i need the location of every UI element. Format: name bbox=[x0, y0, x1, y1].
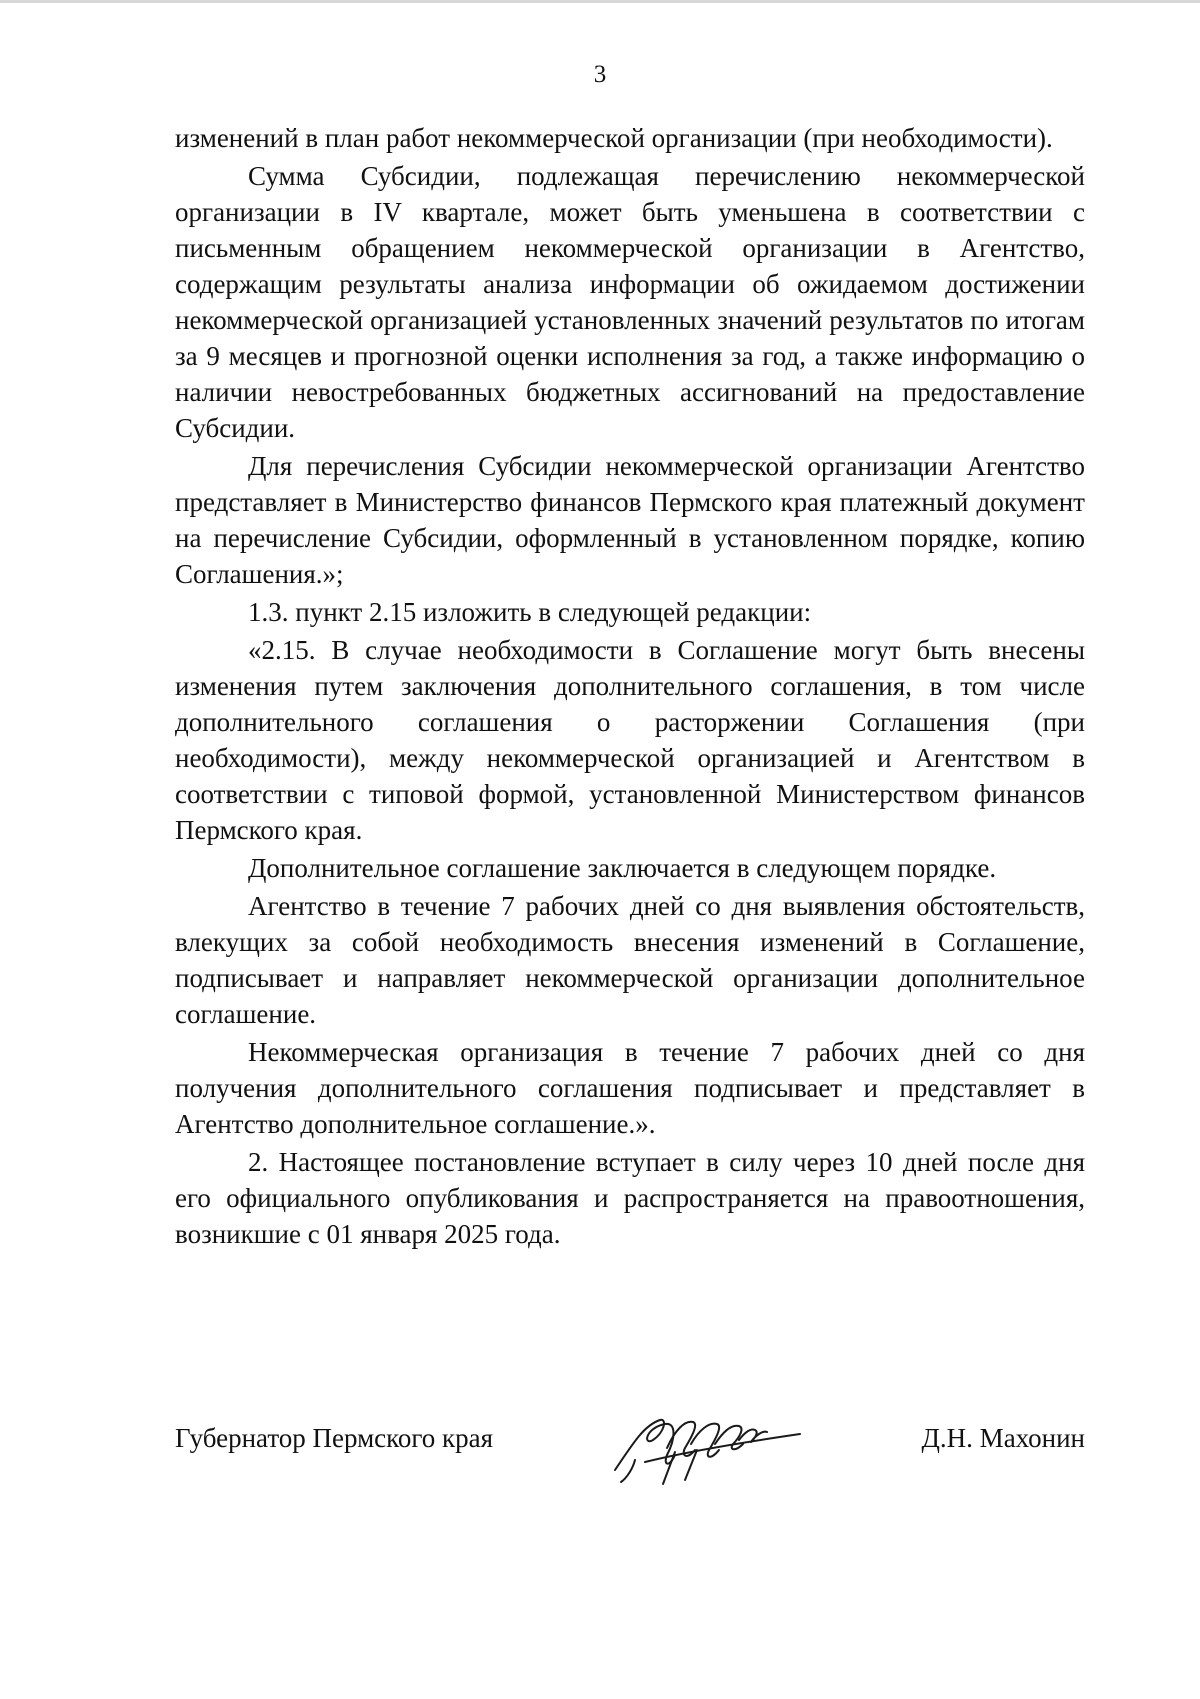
page-top-edge bbox=[0, 0, 1200, 3]
document-body bbox=[175, 120, 1085, 1252]
handwritten-signature bbox=[605, 1400, 805, 1490]
paragraph-subsidy-reduction: Сумма Субсидии, подлежащая перечислению некоммерческой организации в IV квартале, может быть уменьшена в соответствии с письменным обращением некоммерческой организации в Агентство, содержащим результаты анализа информации об ожидаемом достижении некоммерческой организацией установленных значений результатов по итогам за 9 месяцев и прогнозной оценки исполнения за год, а также информацию о наличии невостребованных бюджетных ассигнований на предоставление Субсидии. bbox=[175, 161, 1085, 443]
page-number: 3 bbox=[593, 61, 607, 88]
paragraph-agency-signs: Агентство в течение 7 рабочих дней со дня выявления обстоятельств, влекущих за собой необходимость внесения изменений в Соглашение, подписывает и направляет некоммерческой организации дополнительное соглашение. bbox=[175, 891, 1085, 1029]
paragraph-continuation: изменений в план работ некоммерческой организации (при необходимости). bbox=[175, 123, 1053, 153]
paragraph-clause-1-3: 1.3. пункт 2.15 изложить в следующей редакции: bbox=[248, 597, 812, 627]
paragraph-effective-date: 2. Настоящее постановление вступает в силу через 10 дней после дня его официального опубликования и распространяется на правоотношения, возникшие с 01 января 2025 года. bbox=[175, 1147, 1085, 1249]
paragraph-additional-agreement-order: Дополнительное соглашение заключается в следующем порядке. bbox=[248, 853, 997, 883]
paragraph-subsidy-transfer: Для перечисления Субсидии некоммерческой организации Агентство представляет в Министерство финансов Пермского края платежный документ на перечисление Субсидии, оформленный в установленном порядке, копию Соглашения.»; bbox=[175, 451, 1085, 589]
signer-name: Д.Н. Махонин bbox=[921, 1423, 1085, 1453]
paragraph-clause-2-15: «2.15. В случае необходимости в Соглашение могут быть внесены изменения путем заключения дополнительного соглашения, в том числе дополнительного соглашения о расторжении Соглашения (при необходимости), между некоммерческой организацией и Агентством в соответствии с типовой формой, установленной Министерством финансов Пермского края. bbox=[175, 635, 1085, 845]
signature-block bbox=[175, 1420, 1085, 1480]
signer-title: Губернатор Пермского края bbox=[175, 1423, 494, 1453]
paragraph-organization-signs: Некоммерческая организация в течение 7 рабочих дней со дня получения дополнительного соглашения подписывает и представляет в Агентство дополнительное соглашение.». bbox=[175, 1037, 1085, 1139]
